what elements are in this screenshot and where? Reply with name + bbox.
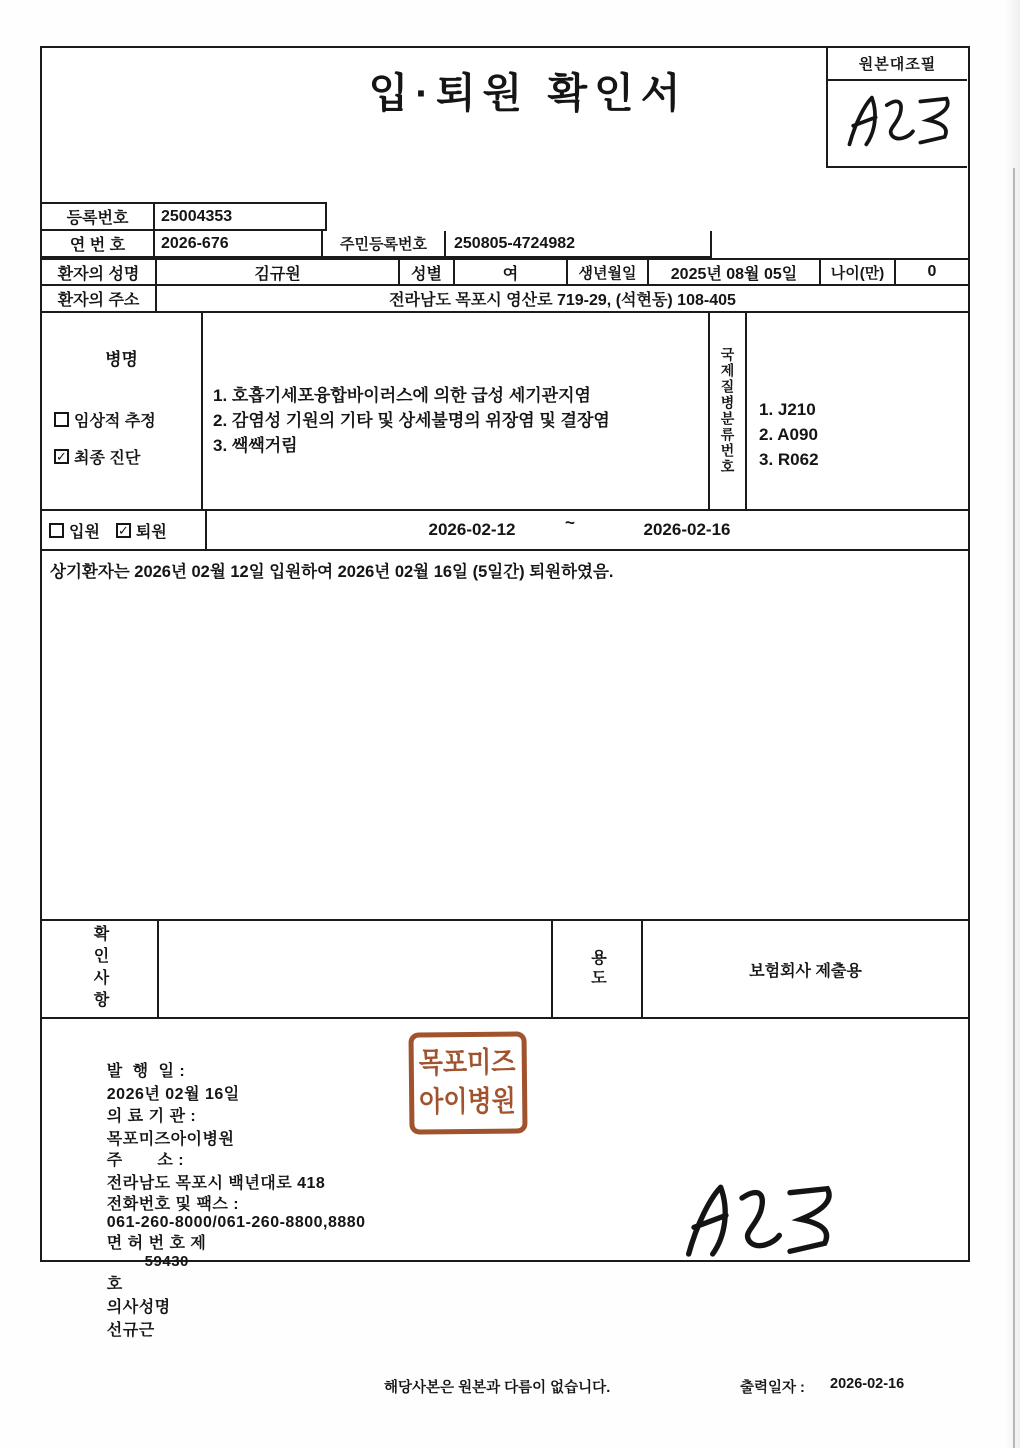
medical-org-value: 목포미즈아이병원 [106, 1131, 235, 1148]
serial-number-row [42, 231, 712, 258]
clinical-presumption-label: 임상적 추정 [74, 413, 156, 430]
org-address-label: 주 소 : [106, 1152, 185, 1169]
icd-code-item: 3. R062 [759, 450, 819, 469]
reg-no-value: 25004353 [161, 207, 233, 225]
icd-code-item: 2. A090 [759, 425, 818, 444]
license-number: 59430 [144, 1253, 189, 1270]
clinical-presumption-option [54, 408, 156, 431]
confirmation-value-cell [159, 921, 553, 1017]
stay-statement: 상기환자는 2026년 02월 12일 입원하여 2026년 02월 16일 (5일간) 퇴원하였음. [50, 563, 614, 581]
gender-value: 여 [455, 260, 568, 284]
doctor-name-value: 선규근 [106, 1322, 155, 1339]
original-verification-box [826, 48, 967, 168]
clinical-presumption-checkbox [54, 412, 69, 427]
birth-date-value: 2025년 08월 05일 [649, 260, 821, 284]
discharge-label: 퇴원 [135, 523, 167, 541]
purpose-label-cell [553, 921, 643, 1017]
purpose-value-cell [643, 921, 968, 1017]
discharge-option [116, 519, 167, 542]
diagnosis-type-cell [42, 313, 203, 509]
date-range-tilde: ~ [565, 513, 575, 532]
registration-number-row [42, 202, 327, 231]
license-suffix: 호 [106, 1276, 123, 1293]
final-diagnosis-label: 최종 진단 [74, 450, 141, 467]
diagnosis-item: 3. 쌕쌕거림 [213, 436, 298, 455]
diagnosis-list [213, 383, 610, 458]
reg-no-label: 등록번호 [42, 204, 155, 229]
page-title: 입·퇴원 확인서 [368, 70, 688, 116]
serial-no-label: 연 번 호 [42, 231, 155, 256]
icd-codes-cell [747, 313, 968, 509]
copy-note: 해당사본은 원본과 다름이 없습니다. [384, 1380, 611, 1396]
doctor-name-label: 의사성명 [106, 1299, 171, 1316]
diagnosis-section [42, 313, 968, 511]
handwritten-signature-icon [842, 89, 954, 155]
patient-name-label: 환자의 성명 [42, 260, 157, 284]
doctor-signature [678, 1178, 838, 1271]
stamp-text-line1: 목포미즈 [418, 1046, 516, 1080]
print-date-value: 2026-02-16 [830, 1376, 905, 1392]
serial-no-value: 2026-676 [155, 231, 323, 256]
admission-label: 입원 [69, 523, 100, 541]
scan-edge-shadow [1004, 0, 1020, 1448]
original-verification-label: 원본대조필 [828, 48, 967, 81]
final-diagnosis-checkbox: ✓ [54, 449, 69, 464]
patient-address-row [42, 286, 968, 313]
final-diagnosis-option [54, 445, 140, 468]
stamp-text-line2: 아이병원 [419, 1085, 516, 1119]
icd-code-list [759, 397, 819, 472]
admission-option [49, 519, 100, 542]
resident-no-value: 250805-4724982 [454, 234, 576, 252]
stay-from-date: 2026-02-12 [428, 520, 516, 539]
purpose-value: 보험회사 제출용 [749, 962, 862, 980]
discharge-checkbox: ✓ [116, 523, 131, 538]
admission-checkbox [49, 523, 64, 538]
age-label: 나이(만) [821, 260, 896, 284]
confirmation-label-cell [42, 921, 159, 1017]
stay-dates-cell [207, 511, 968, 549]
verification-signature [828, 81, 967, 163]
birth-date-label: 생년월일 [568, 260, 649, 284]
diagnosis-list-cell [203, 313, 710, 509]
icd-label-cell [710, 313, 747, 509]
age-value: 0 [927, 263, 937, 280]
stay-period-row [42, 511, 968, 551]
diagnosis-item: 2. 감염성 기원의 기타 및 상세불명의 위장염 및 결장염 [213, 411, 610, 430]
certificate-sheet [40, 46, 970, 1339]
patient-address-value: 전라남도 목포시 영산로 719-29, (석현동) 108-405 [389, 292, 736, 309]
icd-code-item: 1. J210 [759, 400, 816, 419]
diagnosis-item: 1. 호흡기세포융합바이러스에 의한 급성 세기관지염 [213, 386, 591, 405]
print-date-label: 출력일자 : [740, 1380, 805, 1396]
license-line [87, 1212, 297, 1358]
org-address-value: 전라남도 목포시 백년대로 418 [106, 1175, 326, 1192]
stay-to-date: 2026-02-16 [643, 520, 731, 539]
confirmation-row [42, 921, 968, 1019]
scan-edge-line [1013, 168, 1015, 1448]
stay-type-cell [42, 511, 207, 549]
purpose-label: 용도 [588, 949, 606, 989]
icd-label: 국제질병분류번호 [719, 347, 736, 475]
page-footer [0, 1376, 1020, 1400]
hospital-seal-stamp [408, 1031, 527, 1134]
phone-fax-label: 전화번호 및 팩스 : [106, 1196, 240, 1213]
phone-fax-value: 061-260-8000/061-260-8800,8880 [106, 1214, 366, 1231]
confirmation-label: 확인사항 [91, 925, 108, 1013]
license-label: 면 허 번 호 제 [106, 1235, 207, 1252]
issue-date-value: 2026년 02월 16일 [106, 1086, 240, 1103]
patient-name-row [42, 258, 968, 286]
diagnosis-section-label: 병명 [105, 350, 138, 369]
handwritten-signature-icon [678, 1178, 838, 1266]
medical-org-label: 의 료 기 관 : [106, 1108, 197, 1125]
resident-no-label: 주민등록번호 [323, 231, 446, 256]
issue-date-label: 발 행 일 : [106, 1063, 186, 1080]
patient-address-label: 환자의 주소 [42, 286, 157, 311]
gender-label: 성별 [400, 260, 455, 284]
statement-row [42, 551, 968, 921]
patient-name-value: 김규원 [157, 260, 400, 284]
